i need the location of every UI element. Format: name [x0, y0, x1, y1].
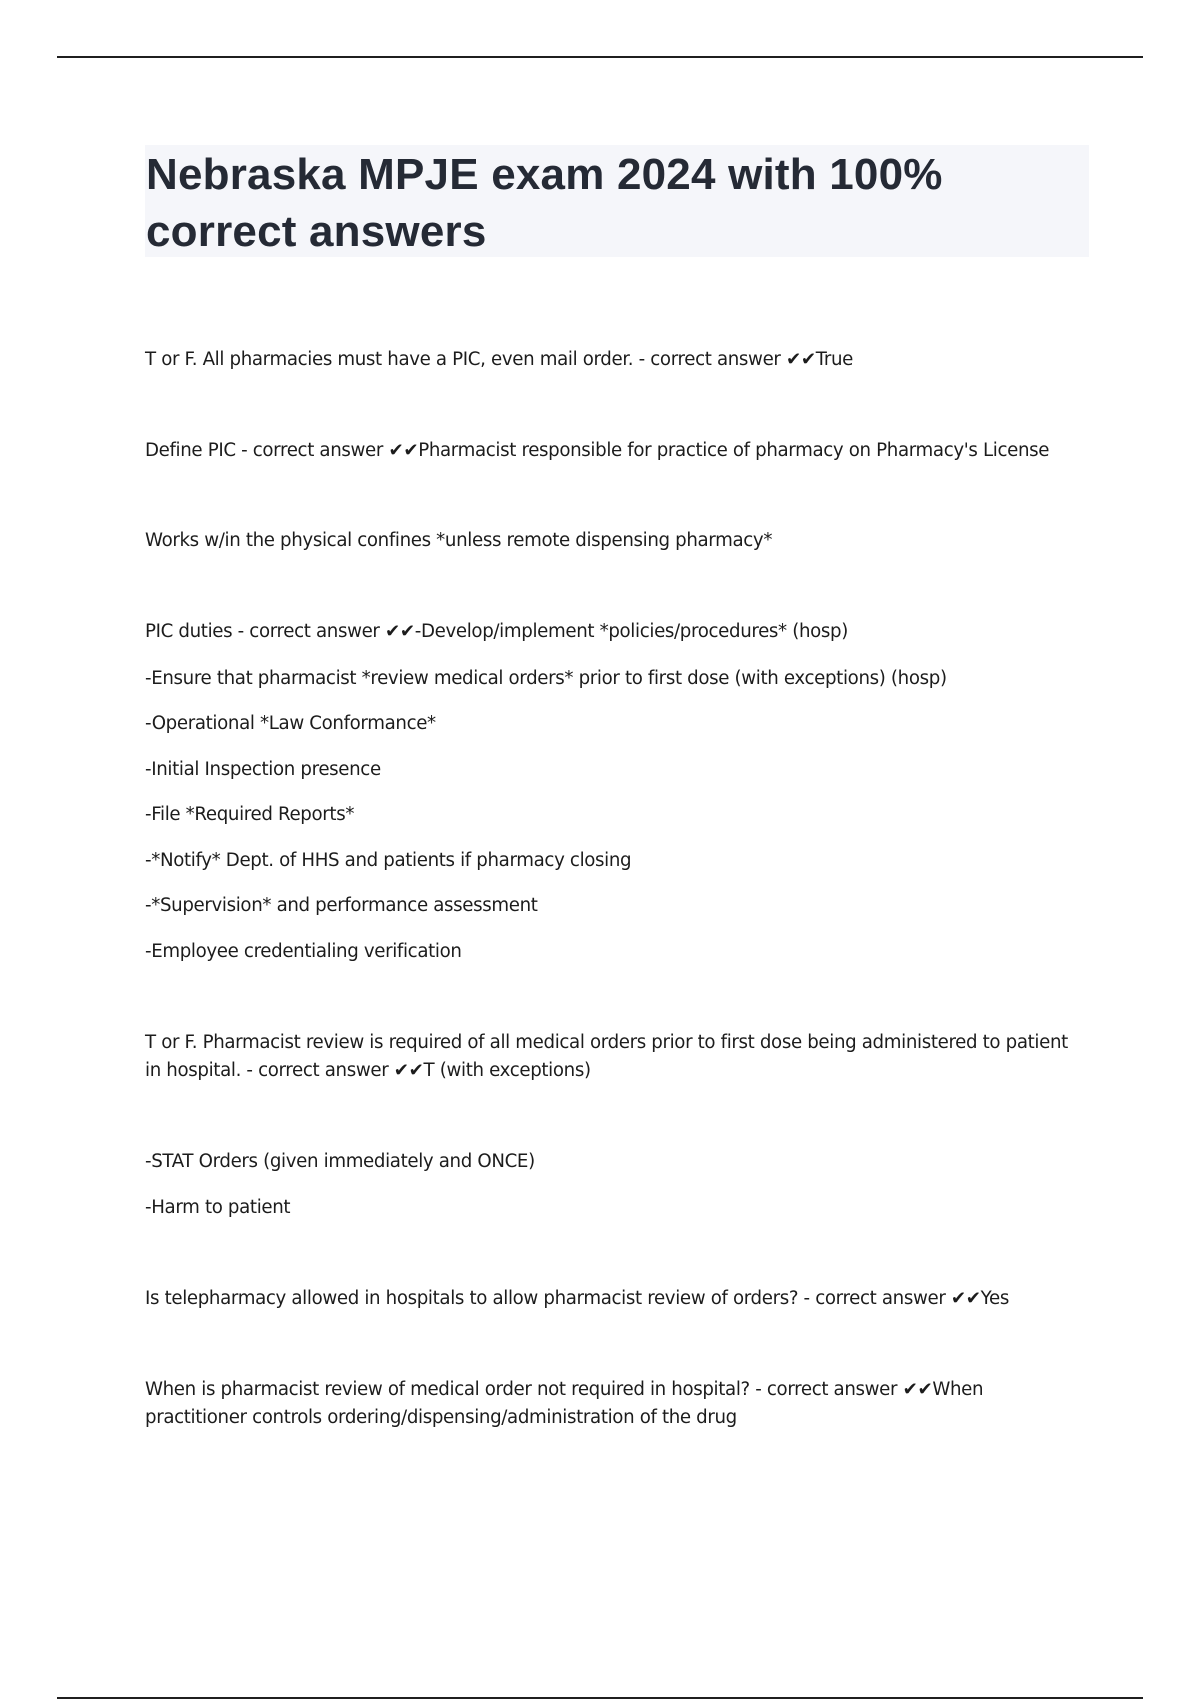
pic-duty-item: -Employee credentialing verification — [145, 941, 462, 962]
bottom-rule — [57, 1697, 1143, 1699]
qa-define-pic: Define PIC - correct answer ✔✔Pharmacist responsible for practice of pharmacy on Pharmacy's License — [145, 440, 1050, 461]
qa-physical-confines: Works w/in the physical confines *unless remote dispensing pharmacy* — [145, 530, 773, 551]
qa-pharmacist-review: T or F. Pharmacist review is required of all medical orders prior to first dose being administered to patient in hospital. - correct answer ✔✔T (with exceptions) — [145, 1032, 1068, 1081]
top-rule — [57, 56, 1143, 58]
pic-duty-item: -Ensure that pharmacist *review medical orders* prior to first dose (with exceptions) (hosp) — [145, 668, 947, 689]
qa-telepharmacy: Is telepharmacy allowed in hospitals to allow pharmacist review of orders? - correct answer ✔✔Yes — [145, 1288, 1009, 1309]
pic-duty-item: -*Notify* Dept. of HHS and patients if pharmacy closing — [145, 850, 632, 871]
pic-duty-item: -Operational *Law Conformance* — [145, 713, 436, 734]
exception-item: -Harm to patient — [145, 1197, 291, 1218]
qa-pic-duties: PIC duties - correct answer ✔✔-Develop/implement *policies/procedures* (hosp) — [145, 621, 849, 642]
document-title: Nebraska MPJE exam 2024 with 100% correct answers — [146, 150, 943, 256]
qa-review-not-required: When is pharmacist review of medical order not required in hospital? - correct answer ✔✔When practitioner controls ordering/dispensing/administration of the drug — [145, 1379, 984, 1428]
qa-pharmacies-pic: T or F. All pharmacies must have a PIC, even mail order. - correct answer ✔✔True — [145, 349, 853, 370]
pic-duty-item: -*Supervision* and performance assessment — [145, 895, 538, 916]
exception-item: -STAT Orders (given immediately and ONCE) — [145, 1151, 535, 1172]
pic-duty-item: -File *Required Reports* — [145, 804, 355, 825]
pic-duty-item: -Initial Inspection presence — [145, 759, 381, 780]
